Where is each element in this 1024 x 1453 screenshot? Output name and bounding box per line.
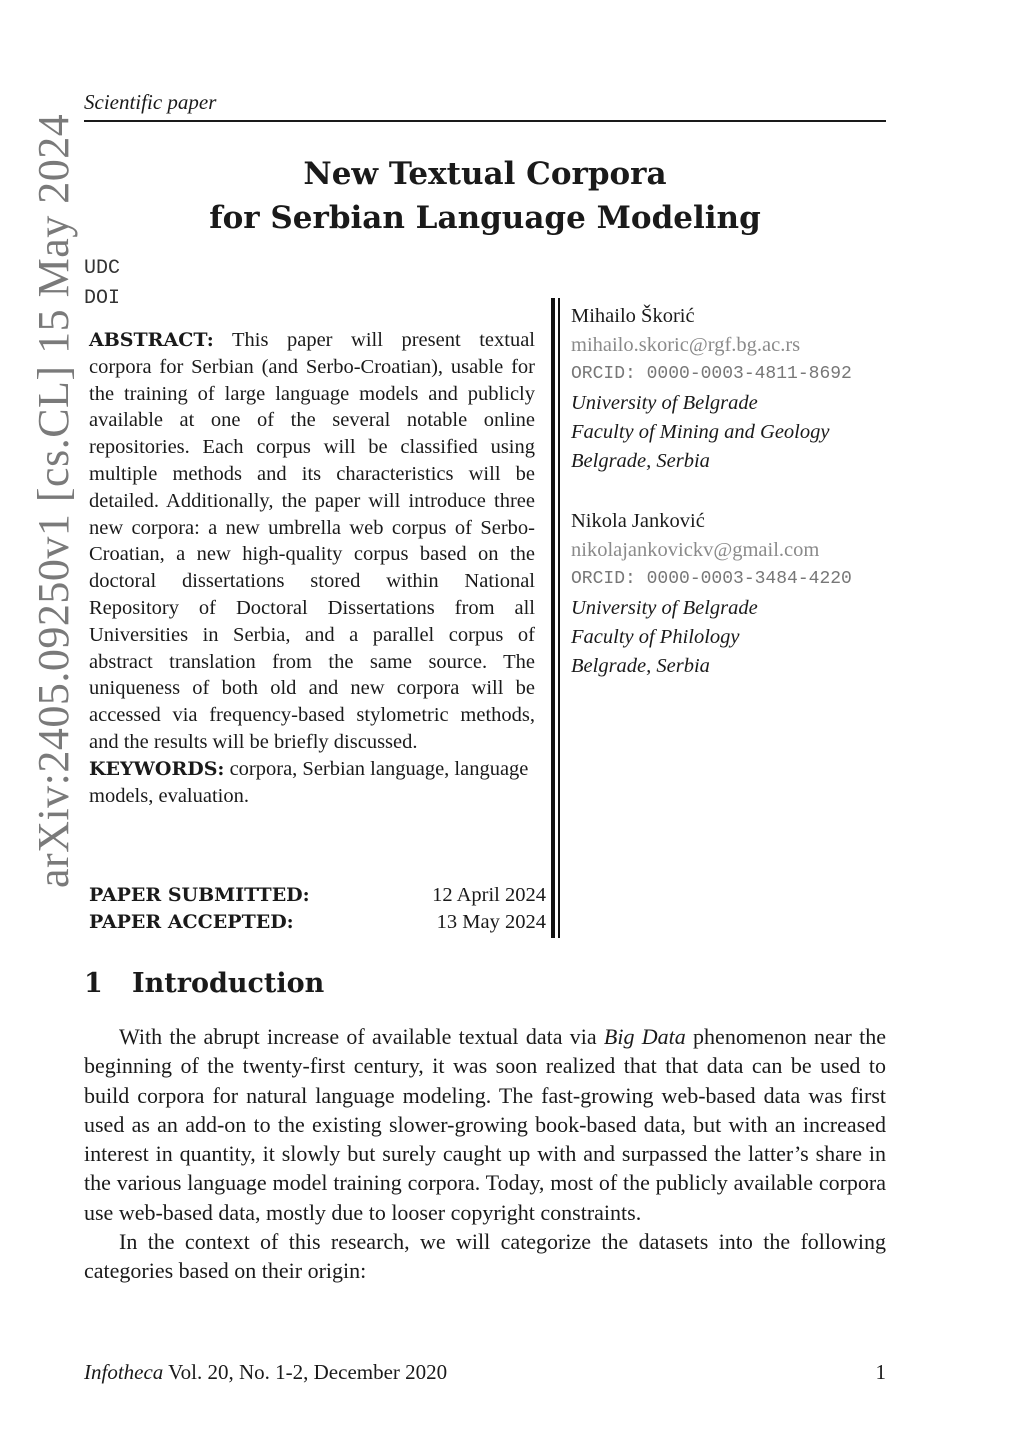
keywords-text: corpora, Serbian language, language models, evaluation. bbox=[89, 757, 529, 807]
author-location: Belgrade, Serbia bbox=[571, 450, 710, 472]
accepted-date: 13 May 2024 bbox=[436, 911, 546, 933]
identifiers bbox=[84, 254, 120, 314]
author-faculty: Faculty of Philology bbox=[571, 626, 740, 648]
divider-bar-thin bbox=[558, 298, 560, 938]
author-card bbox=[571, 507, 901, 681]
author-card bbox=[571, 302, 901, 476]
abstract-block bbox=[89, 327, 535, 809]
submitted-row bbox=[89, 882, 546, 909]
paragraph: In the context of this research, we will categorize the datasets into the following categories based on their origin: bbox=[84, 1229, 886, 1284]
author-university: University of Belgrade bbox=[571, 392, 758, 414]
footer-journal bbox=[84, 1360, 447, 1385]
author-name: Nikola Janković bbox=[571, 510, 705, 532]
paper-type-label: Scientific paper bbox=[84, 90, 217, 114]
doi-label: DOI bbox=[84, 287, 121, 310]
title-line-1: New Textual Corpora bbox=[303, 156, 667, 192]
paragraph-text: phenomenon near the beginning of the twenty-first century, it was soon realized that that data can be used to build corpora for natural language modeling. The fast-growing web-based data was first used as an add-on to the existing slower-growing book-based data, but with an increased interest in quantity, it slowly but surely caught up with and surpassed the latter’s share in the various language model training corpora. Today, most of the publicly available corpora use web-based data, mostly due to looser copyright constraints. bbox=[84, 1024, 886, 1225]
section-heading bbox=[84, 968, 324, 999]
abstract-text-wrap bbox=[89, 329, 535, 753]
paragraph bbox=[84, 1022, 886, 1227]
submitted-date: 12 April 2024 bbox=[432, 884, 546, 906]
page-number: 1 bbox=[875, 1360, 886, 1384]
header-rule bbox=[84, 120, 886, 122]
accepted-row bbox=[89, 909, 546, 936]
abstract-label: ABSTRACT: bbox=[89, 329, 214, 351]
keywords-line bbox=[89, 756, 535, 810]
arxiv-side-stamp: arXiv:2405.09250v1 [cs.CL] 15 May 2024 bbox=[29, 113, 78, 888]
section-body bbox=[84, 1022, 886, 1286]
section-title: Introduction bbox=[132, 968, 325, 999]
author-faculty: Faculty of Mining and Geology bbox=[571, 421, 830, 443]
emphasis-text: Big Data bbox=[603, 1024, 686, 1049]
accepted-label: PAPER ACCEPTED: bbox=[89, 911, 294, 933]
paragraph-text: With the abrupt increase of available textual data via bbox=[119, 1024, 604, 1049]
submitted-label: PAPER SUBMITTED: bbox=[89, 884, 310, 906]
author-orcid: ORCID: 0000-0003-3484-4220 bbox=[571, 569, 852, 589]
paper-title bbox=[84, 152, 886, 240]
journal-name: Infotheca bbox=[84, 1360, 164, 1384]
title-line-2: for Serbian Language Modeling bbox=[209, 200, 761, 236]
udc-label: UDC bbox=[84, 257, 121, 280]
author-location: Belgrade, Serbia bbox=[571, 655, 710, 677]
journal-issue: Vol. 20, No. 1-2, December 2020 bbox=[163, 1360, 448, 1384]
section-number: 1 bbox=[84, 968, 103, 999]
submission-dates bbox=[89, 882, 546, 936]
divider-bar-thick bbox=[551, 298, 555, 938]
author-orcid: ORCID: 0000-0003-4811-8692 bbox=[571, 364, 852, 384]
author-email[interactable]: nikolajankovickv@gmail.com bbox=[571, 539, 820, 561]
author-name: Mihailo Škorić bbox=[571, 305, 695, 327]
author-university: University of Belgrade bbox=[571, 597, 758, 619]
keywords-label: KEYWORDS: bbox=[89, 757, 225, 780]
abstract-text: This paper will present textual corpora for Serbian (and Serbo-Croatian), usable for the training of large language models and publicly available at one of the several notable online repositories. Each corpus will be classified using multiple methods and its characteristics will be detailed. Additionally, the paper will introduce three new corpora: a new umbrella web corpus of Serbo-Croatian, a new high-quality corpus based on the doctoral dissertations stored within National Repository of Doctoral Dissertations from all Universities in Serbia, and a parallel corpus of abstract translation from the same source. The uniqueness of both old and new corpora will be accessed via frequency-based stylometric methods, and the results will be briefly discussed. bbox=[89, 329, 536, 753]
author-email[interactable]: mihailo.skoric@rgf.bg.ac.rs bbox=[571, 334, 801, 356]
